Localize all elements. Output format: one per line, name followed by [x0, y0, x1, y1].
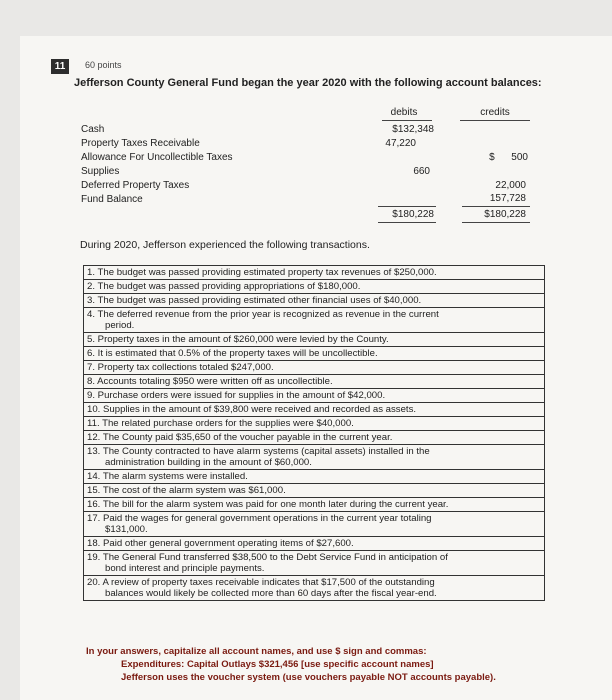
deferred-credit-value: 22,000 — [495, 180, 526, 191]
transaction-text: 1. The budget was passed providing estimated property tax revenues of $250,000. — [87, 267, 437, 278]
transaction-row — [84, 470, 544, 484]
transaction-row — [84, 551, 544, 576]
transaction-text: 15. The cost of the alarm system was $61,000. — [87, 485, 286, 496]
account-deferred-property-taxes: Deferred Property Taxes — [81, 180, 190, 191]
transaction-text: 11. The related purchase orders for the supplies were $40,000. — [87, 418, 354, 429]
transactions-intro: During 2020, Jefferson experienced the following transactions. — [80, 239, 370, 251]
account-supplies: Supplies — [81, 166, 120, 177]
transaction-text-continued: bond interest and principle payments. — [105, 563, 265, 574]
transaction-row — [84, 512, 544, 537]
transaction-text: 20. A review of property taxes receivable indicates that $17,500 of the outstanding — [87, 577, 435, 588]
credits-header: credits — [480, 107, 510, 118]
transaction-row — [84, 347, 544, 361]
transaction-text: 8. Accounts totaling $950 were written off as uncollectible. — [87, 376, 333, 387]
transaction-row — [84, 294, 544, 308]
transaction-text-continued: period. — [105, 320, 135, 331]
account-allowance-uncollectible: Allowance For Uncollectible Taxes — [81, 152, 233, 163]
debits-header-underline — [382, 120, 432, 121]
supplies-debit-value: 660 — [413, 166, 430, 177]
transactions-table — [83, 265, 545, 601]
transaction-row — [84, 576, 544, 600]
transaction-text-continued: balances would likely be collected more than 60 days after the fiscal year-end. — [105, 588, 437, 599]
instruction-note-3: Jefferson uses the voucher system (use vouchers payable NOT accounts payable). — [121, 672, 496, 683]
account-cash: Cash — [81, 124, 105, 135]
transaction-text-continued: administration building in the amount of $60,000. — [105, 457, 312, 468]
points-label: 60 points — [85, 60, 122, 70]
transaction-text-continued: $131,000. — [105, 524, 148, 535]
transaction-text: 4. The deferred revenue from the prior year is recognized as revenue in the current — [87, 309, 439, 320]
instruction-note-2: Expenditures: Capital Outlays $321,456 [use specific account names] — [121, 659, 434, 670]
fund-balance-credit-value: 157,728 — [489, 193, 526, 204]
question-intro: Jefferson County General Fund began the year 2020 with the following account balances: — [74, 77, 542, 89]
cash-debit-value: $132,348 — [392, 124, 434, 135]
credit-total-double-rule — [462, 222, 530, 223]
transaction-text: 12. The County paid $35,650 of the voucher payable in the current year. — [87, 432, 393, 443]
transaction-text: 16. The bill for the alarm system was paid for one month later during the current year. — [87, 499, 449, 510]
transaction-row — [84, 445, 544, 470]
debit-total-rule — [378, 206, 436, 207]
transaction-row — [84, 389, 544, 403]
transaction-text: 14. The alarm systems were installed. — [87, 471, 248, 482]
transaction-text: 19. The General Fund transferred $38,500 to the Debt Service Fund in anticipation of — [87, 552, 448, 563]
account-property-taxes-receivable: Property Taxes Receivable — [81, 138, 200, 149]
question-number-badge: 11 — [51, 59, 69, 74]
transaction-text: 13. The County contracted to have alarm systems (capital assets) installed in the — [87, 446, 430, 457]
allowance-credit-value: $ 500 — [489, 152, 528, 163]
credits-header-underline — [460, 120, 530, 121]
debits-header: debits — [390, 107, 418, 118]
transaction-text: 2. The budget was passed providing appropriations of $180,000. — [87, 281, 361, 292]
transaction-row — [84, 403, 544, 417]
transaction-row — [84, 308, 544, 333]
transaction-text: 9. Purchase orders were issued for supplies in the amount of $42,000. — [87, 390, 386, 401]
transaction-row — [84, 417, 544, 431]
transaction-row — [84, 266, 544, 280]
transaction-text: 3. The budget was passed providing estimated other financial uses of $40,000. — [87, 295, 422, 306]
account-fund-balance: Fund Balance — [81, 194, 143, 205]
ptr-debit-value: 47,220 — [385, 138, 416, 149]
transaction-text: 7. Property tax collections totaled $247,000. — [87, 362, 274, 373]
transaction-row — [84, 333, 544, 347]
transaction-row — [84, 375, 544, 389]
transaction-text: 18. Paid other general government operating items of $27,600. — [87, 538, 354, 549]
transaction-row — [84, 280, 544, 294]
credit-total-rule — [462, 206, 530, 207]
transaction-row — [84, 498, 544, 512]
transaction-text: 6. It is estimated that 0.5% of the property taxes will be uncollectible. — [87, 348, 378, 359]
transaction-text: 10. Supplies in the amount of $39,800 were received and recorded as assets. — [87, 404, 417, 415]
transaction-text: 17. Paid the wages for general government operations in the current year totaling — [87, 513, 432, 524]
transaction-row — [84, 484, 544, 498]
debit-total-value: $180,228 — [392, 209, 434, 220]
transaction-row — [84, 431, 544, 445]
transaction-row — [84, 361, 544, 375]
transaction-row — [84, 537, 544, 551]
transaction-text: 5. Property taxes in the amount of $260,000 were levied by the County. — [87, 334, 389, 345]
instruction-note-1: In your answers, capitalize all account names, and use $ sign and commas: — [86, 646, 427, 657]
credit-total-value: $180,228 — [484, 209, 526, 220]
debit-total-double-rule — [378, 222, 436, 223]
